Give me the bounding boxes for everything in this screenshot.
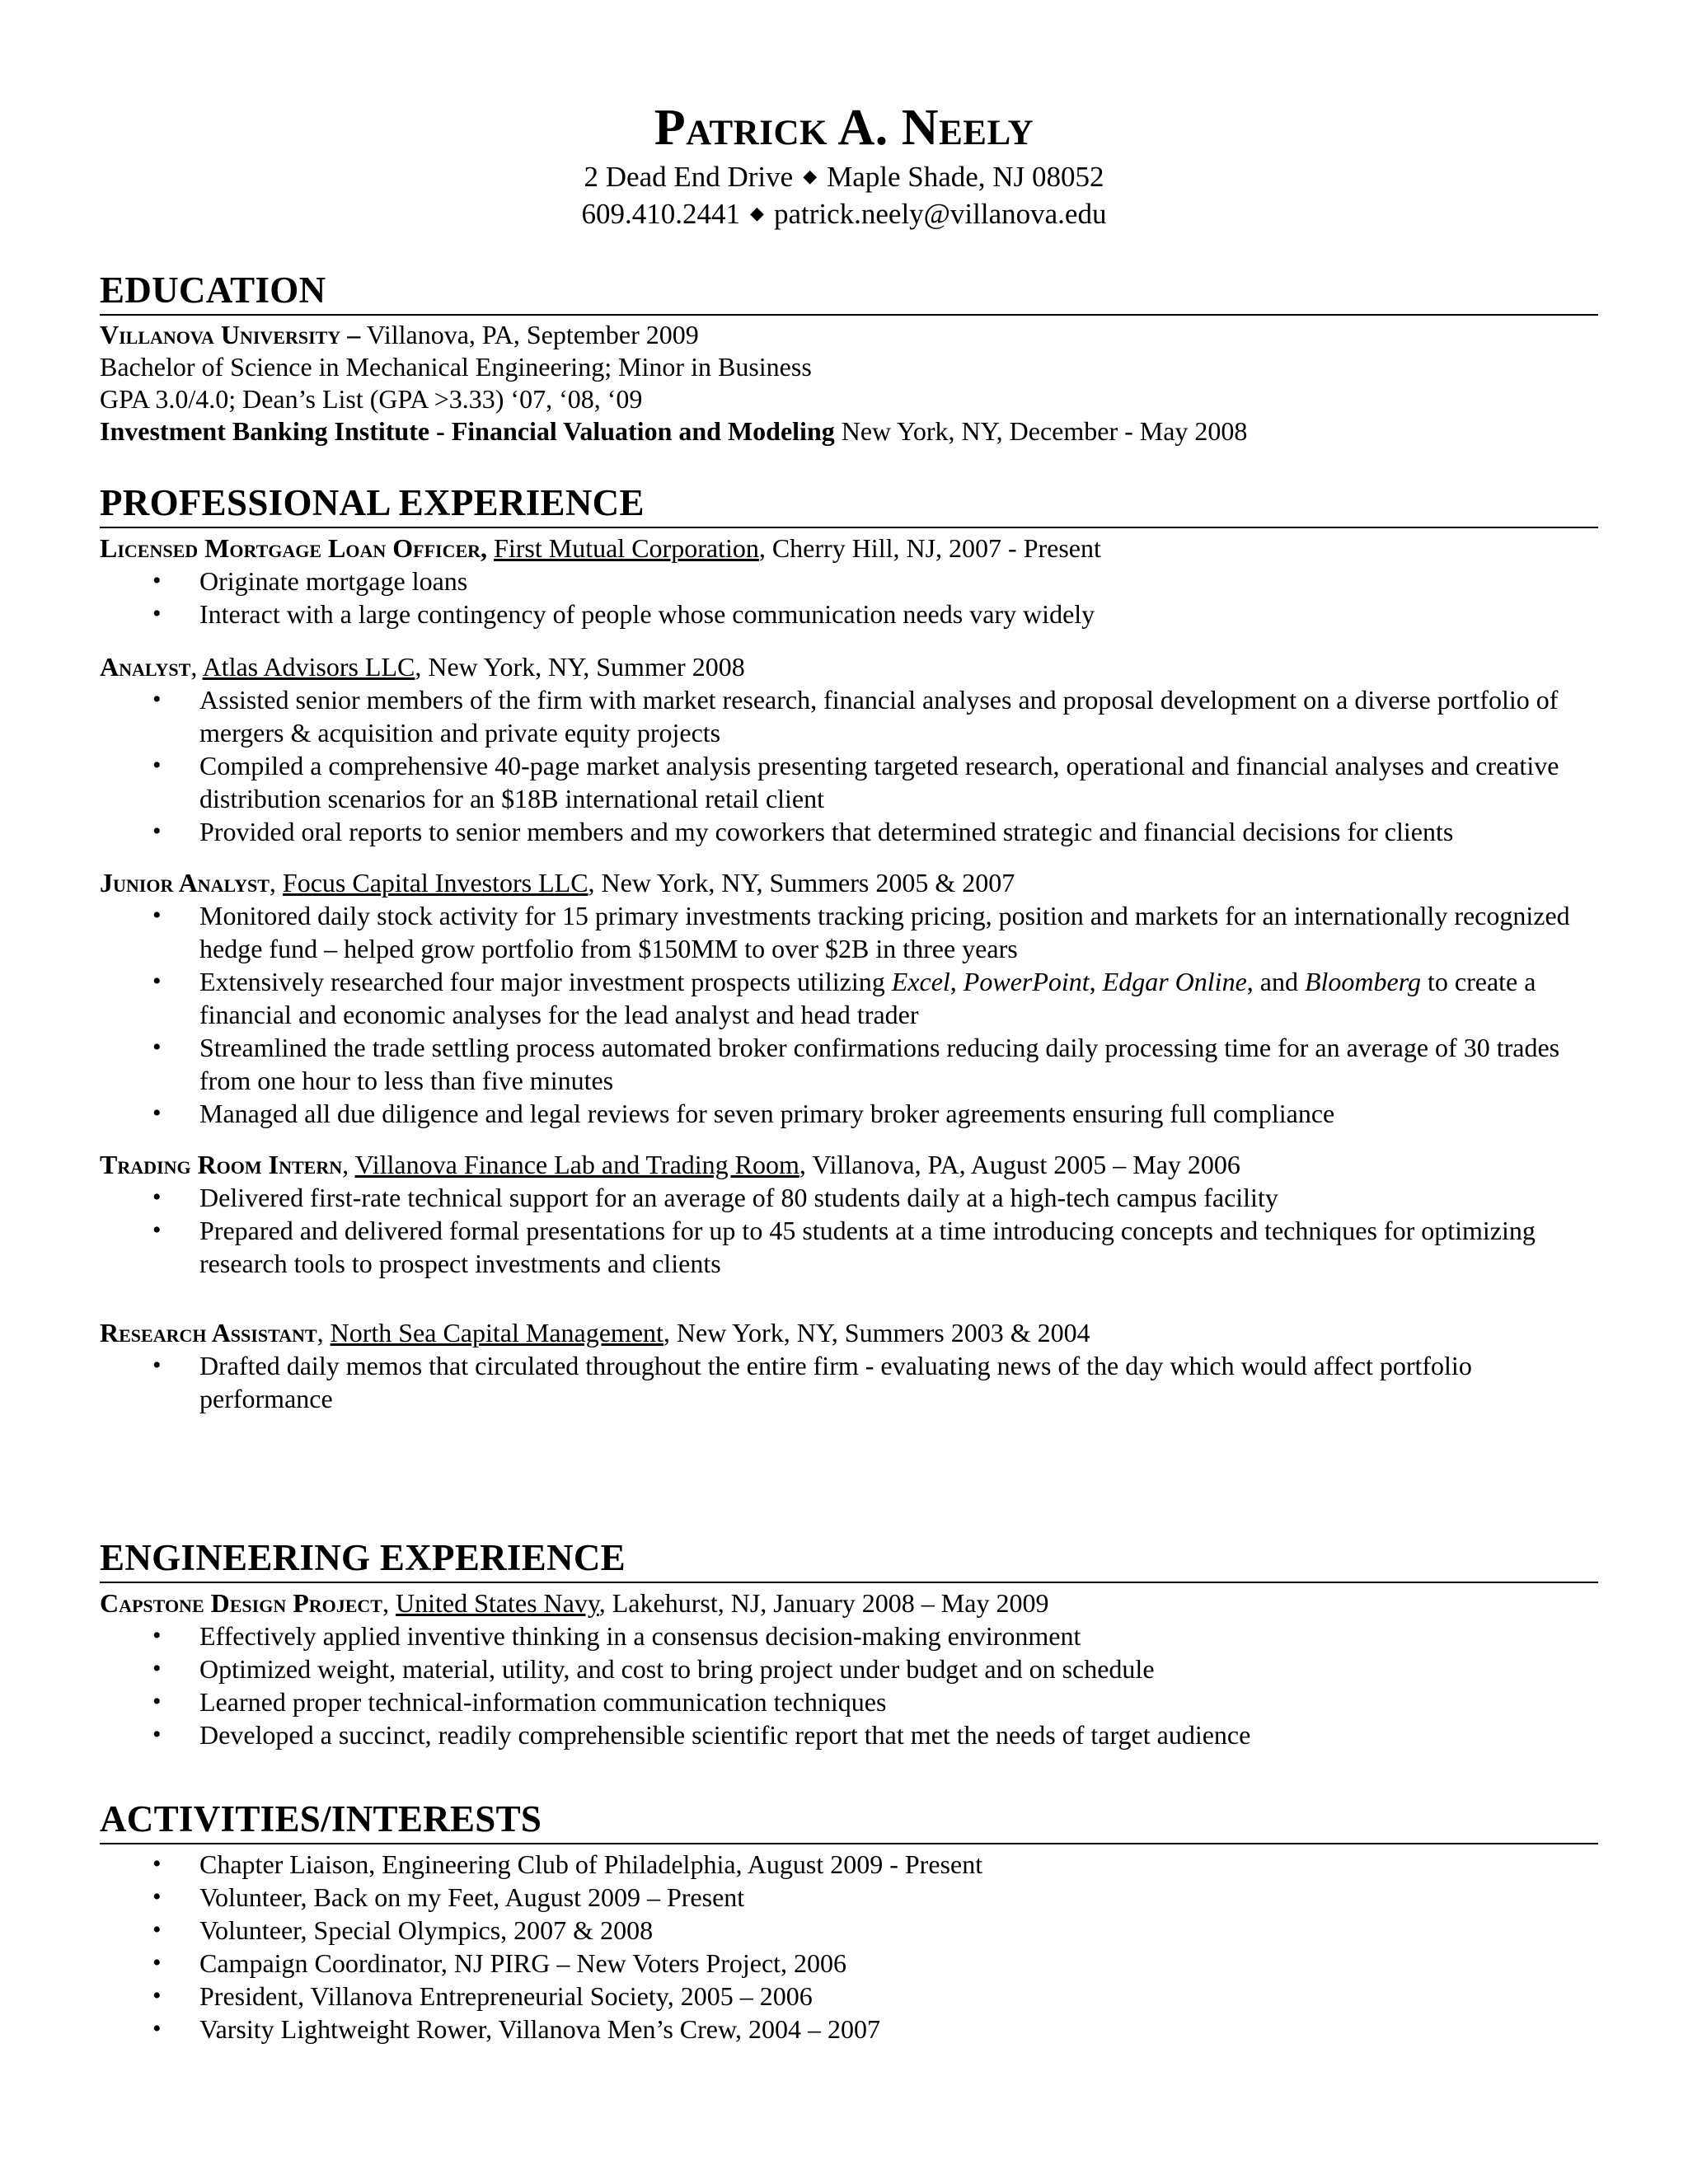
list-item: • Compiled a comprehensive 40-page market analysis presenting targeted research, operational and financial analyses and creative distribution scenarios for an $18B international retail client (100, 749, 1598, 815)
list-item: • Interact with a large contingency of people whose communication needs vary widely (100, 598, 1598, 630)
diamond-separator-icon: ◆ (750, 203, 764, 223)
list-item: • Originate mortgage loans (100, 565, 1598, 598)
job-research-assistant (100, 1316, 1598, 1415)
professional-section (100, 480, 1598, 1415)
school-line (100, 319, 1598, 351)
list-item: • Optimized weight, material, utility, and cost to bring project under budget and on schedule (100, 1652, 1598, 1685)
job-heading: Research Assistant, North Sea Capital Management, New York, NY, Summers 2003 & 2004 (100, 1318, 1090, 1347)
job-junior-analyst (100, 866, 1598, 1130)
list-item: • Developed a succinct, readily comprehensible scientific report that met the needs of target audience (100, 1718, 1598, 1751)
list-item-tools: • Extensively researched four major investment prospects utilizing Excel, PowerPoint, Edgar Online, and Bloomberg to create a financial and economic analyses for the lead analyst and head trader (100, 965, 1598, 1031)
school-name: Villanova University – (100, 320, 361, 349)
professional-title: PROFESSIONAL EXPERIENCE (100, 480, 1598, 528)
job-heading: Junior Analyst, Focus Capital Investors LLC, New York, NY, Summers 2005 & 2007 (100, 868, 1015, 898)
list-item: • Monitored daily stock activity for 15 primary investments tracking pricing, position and markets for an internationally recognized hedge fund – helped grow portfolio from $150MM to over $2B in three years (100, 899, 1598, 965)
bullet-text: Extensively researched four major investment prospects utilizing (199, 967, 885, 996)
job-role: Capstone Design Project (100, 1588, 382, 1618)
job-organization: First Mutual Corporation (494, 533, 759, 563)
list-item: • Learned proper technical-information communication techniques (100, 1685, 1598, 1718)
education-section (100, 268, 1598, 448)
job-mortgage-officer (100, 532, 1598, 630)
institute-line (100, 415, 1598, 448)
job-heading (100, 532, 1598, 565)
degree-line: Bachelor of Science in Mechanical Engineering; Minor in Business (100, 352, 812, 382)
job-heading: Capstone Design Project, United States Navy, Lakehurst, NJ, January 2008 – May 2009 (100, 1588, 1049, 1618)
job-detail: , New York, NY, Summer 2008 (415, 652, 745, 682)
job-trading-intern (100, 1148, 1598, 1280)
email-address[interactable]: patrick.neely@villanova.edu (773, 198, 1107, 230)
phone-number: 609.410.2441 (581, 198, 741, 230)
job-role: Trading Room Intern (100, 1150, 343, 1179)
job-role: Licensed Mortgage Loan Officer, (100, 533, 488, 563)
job-detail: , Lakehurst, NJ, January 2008 – May 2009 (598, 1588, 1049, 1618)
job-detail: , Villanova, PA, August 2005 – May 2006 (799, 1150, 1240, 1179)
tool-bloomberg: Bloomberg (1304, 967, 1421, 996)
list-item: • Volunteer, Special Olympics, 2007 & 2008 (100, 1914, 1598, 1947)
list-item: • Delivered first-rate technical support for an average of 80 students daily at a high-tech campus facility (100, 1181, 1598, 1214)
diamond-separator-icon: ◆ (803, 166, 818, 186)
job-organization: Atlas Advisors LLC (202, 652, 415, 682)
bullet-text-tail: to create a financial and economic analyses for the lead analyst and head trader (199, 967, 1536, 1029)
list-item: • President, Villanova Entrepreneurial Society, 2005 – 2006 (100, 1980, 1598, 2013)
list-item: • Campaign Coordinator, NJ PIRG – New Voters Project, 2006 (100, 1947, 1598, 1980)
institute-name: Investment Banking Institute - Financial Valuation and Modeling (100, 416, 835, 446)
street-address: 2 Dead End Drive (584, 161, 794, 193)
list-item: • Streamlined the trade settling process automated broker confirmations reducing daily processing time for an average of 30 trades from one hour to less than five minutes (100, 1031, 1598, 1097)
tool-edgar: Edgar Online (1102, 967, 1247, 996)
activities-section (100, 1797, 1598, 2046)
job-organization: North Sea Capital Management (330, 1318, 663, 1347)
activities-title: ACTIVITIES/INTERESTS (100, 1797, 1598, 1844)
contact-line (0, 195, 1688, 232)
job-role: Research Assistant (100, 1318, 317, 1347)
job-organization: Villanova Finance Lab and Trading Room (354, 1150, 799, 1179)
city-address: Maple Shade, NJ 08052 (827, 161, 1104, 193)
list-item: • Assisted senior members of the firm with market research, financial analyses and proposal development on a diverse portfolio of mergers & acquisition and private equity projects (100, 683, 1598, 749)
school-detail: Villanova, PA, September 2009 (360, 320, 699, 349)
engineering-title: ENGINEERING EXPERIENCE (100, 1535, 1598, 1583)
resume-header (0, 97, 1688, 232)
list-item: • Provided oral reports to senior members and my coworkers that determined strategic and financial decisions for clients (100, 815, 1598, 848)
job-analyst (100, 650, 1598, 848)
candidate-name: Patrick A. Neely (654, 100, 1034, 156)
education-title: EDUCATION (100, 268, 1598, 316)
list-item: • Varsity Lightweight Rower, Villanova Men’s Crew, 2004 – 2007 (100, 2013, 1598, 2046)
job-heading: Analyst, Atlas Advisors LLC, New York, NY, Summer 2008 (100, 652, 745, 682)
job-role: Analyst (100, 652, 191, 682)
list-item: • Drafted daily memos that circulated throughout the entire firm - evaluating news of the day which would affect portfolio performance (100, 1349, 1598, 1415)
address-line (0, 158, 1688, 195)
list-item: • Chapter Liaison, Engineering Club of Philadelphia, August 2009 - Present (100, 1848, 1598, 1881)
job-role: Junior Analyst (100, 868, 270, 898)
list-item: • Prepared and delivered formal presentations for up to 45 students at a time introducing concepts and techniques for optimizing research tools to prospect investments and clients (100, 1214, 1598, 1280)
list-item: • Effectively applied inventive thinking in a consensus decision-making environment (100, 1619, 1598, 1652)
tool-powerpoint: PowerPoint (963, 967, 1090, 996)
list-item: • Managed all due diligence and legal reviews for seven primary broker agreements ensuring full compliance (100, 1097, 1598, 1130)
job-detail: , New York, NY, Summers 2003 & 2004 (663, 1318, 1090, 1347)
job-detail: , New York, NY, Summers 2005 & 2007 (588, 868, 1015, 898)
list-item: • Volunteer, Back on my Feet, August 2009 – Present (100, 1881, 1598, 1914)
job-heading: Trading Room Intern, Villanova Finance Lab and Trading Room, Villanova, PA, August 2005 – May 2006 (100, 1150, 1240, 1179)
tool-excel: Excel (891, 967, 950, 996)
engineering-section (100, 1535, 1598, 1751)
institute-detail: New York, NY, December - May 2008 (834, 416, 1248, 446)
job-organization: United States Navy (395, 1588, 599, 1618)
gpa-line: GPA 3.0/4.0; Dean’s List (GPA >3.33) ‘07, ‘08, ‘09 (100, 384, 643, 414)
job-organization: Focus Capital Investors LLC (282, 868, 588, 898)
job-detail: , Cherry Hill, NJ, 2007 - Present (758, 533, 1101, 563)
